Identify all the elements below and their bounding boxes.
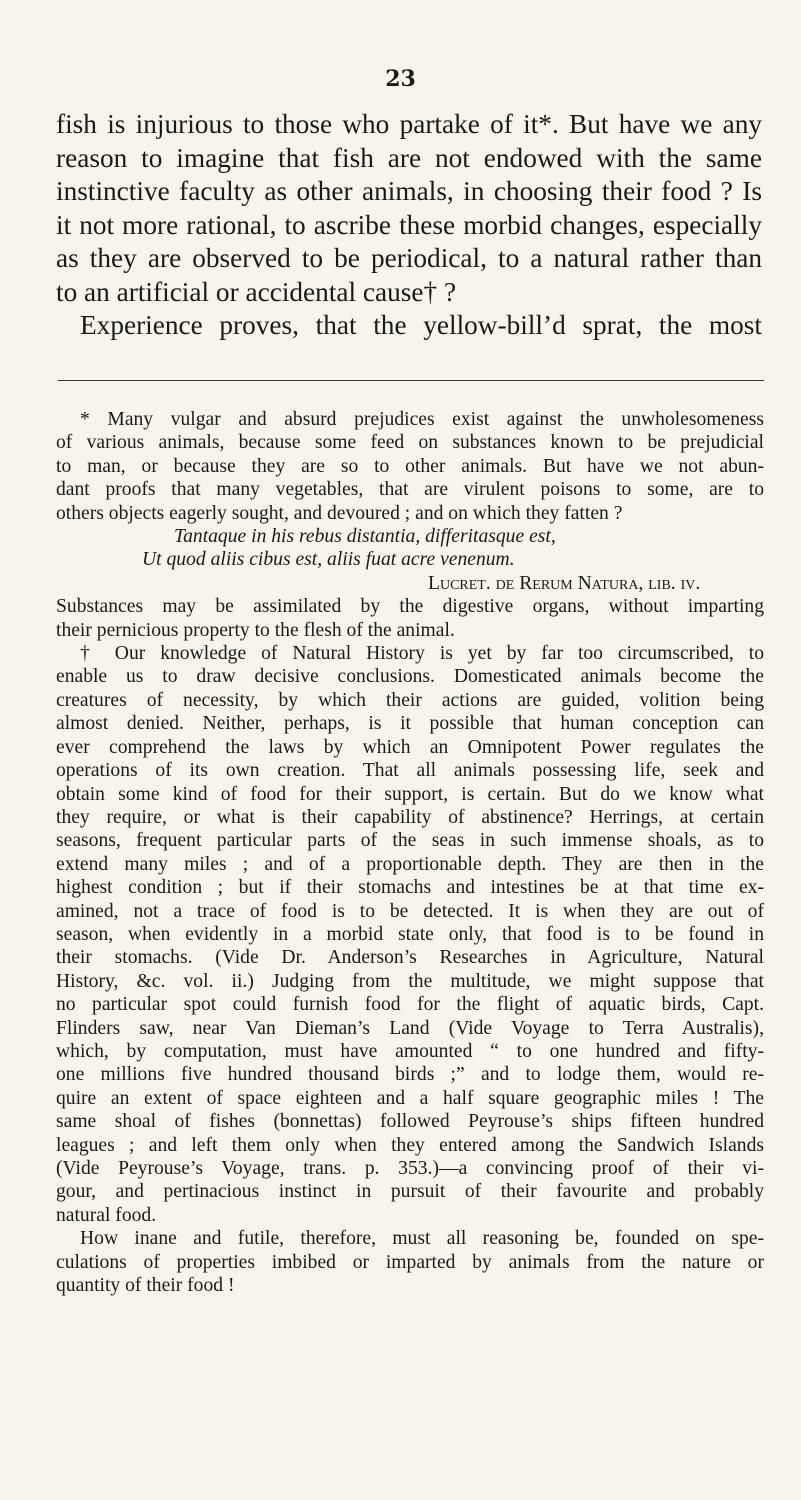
footnote-line: which, by computation, must have amounted “ to one hundred and fifty- [56,1040,764,1062]
text-line: fish is injurious to those who partake of it*. But have we any [56,109,762,139]
text-line: to an artificial or accidental cause† ? [56,276,457,307]
footnote-line: natural food. [56,1204,157,1226]
footnote-line: almost denied. Neither, perhaps, is it possible that human conception can [56,713,764,735]
footnote-line: leagues ; and left them only when they entered among the Sandwich Islands [56,1134,764,1156]
verse-line: Ut quod aliis cibus est, aliis fuat acre venenum. [142,549,515,571]
main-text [56,108,762,343]
footnote-line: seasons, frequent particular parts of the seas in such immense shoals, as to [56,830,764,852]
footnote-line: their pernicious property to the flesh of the animal. [56,619,455,641]
footnote-line: their stomachs. (Vide Dr. Anderson’s Researches in Agriculture, Natural [56,947,764,969]
footnote-line: one millions five hundred thousand birds ;” and to lodge them, would re- [56,1064,764,1086]
footnote-line: Substances may be assimilated by the digestive organs, without imparting [56,596,764,618]
footnote-line: amined, not a trace of food is to be detected. It is when they are out of [56,900,764,922]
footnote-line: † Our knowledge of Natural History is yet by far too circumscribed, to [80,643,764,665]
footnote-line: they require, or what is their capability of abstinence? Herrings, at certain [56,806,764,828]
footnote-line: culations of properties imbibed or imparted by animals from the nature or [56,1251,764,1273]
footnote-line: no particular spot could furnish food for the flight of aquatic birds, Capt. [56,994,764,1016]
footnote-line: highest condition ; but if their stomachs and intestines be at that time ex- [56,877,764,899]
text-line: Experience proves, that the yellow-bill’d sprat, the most [80,310,762,340]
footnote-line: How inane and futile, therefore, must all reasoning be, founded on spe- [80,1228,764,1250]
footnote-line: others objects eagerly sought, and devoured ; and on which they fatten ? [56,502,623,524]
footnote-line: gour, and pertinacious instinct in pursuit of their favourite and probably [56,1181,764,1203]
text-line: instinctive faculty as other animals, in choosing their food ? Is [56,176,762,206]
footnote-line: * Many vulgar and absurd prejudices exist against the unwholesomeness [80,409,764,430]
footnote-line: Flinders saw, near Van Dieman’s Land (Vide Voyage to Terra Australis), [56,1017,764,1039]
page-number: 23 [385,66,416,92]
footnote-line: obtain some kind of food for their support, is certain. But do we know what [56,783,764,805]
footnote-line: to man, or because they are so to other animals. But have we not abun- [56,455,764,477]
text-line: it not more rational, to ascribe these morbid changes, especially [56,209,762,240]
verse-citation: Lucret. de Rerum Natura, lib. iv. [428,572,701,594]
footnote-line: quantity of their food ! [56,1275,235,1297]
footnote-line: enable us to draw decisive conclusions. Domesticated animals become the [56,666,764,688]
footnote-line: creatures of necessity, by which their actions are guided, volition being [56,689,764,711]
footnote-line: same shoal of fishes (bonnettas) followed Peyrouse’s ships fifteen hundred [56,1111,764,1133]
footnote-line: (Vide Peyrouse’s Voyage, trans. p. 353.)—a convincing proof of their vi- [56,1158,764,1179]
text-line: reason to imagine that fish are not endowed with the same [56,142,762,173]
footnote-line: extend many miles ; and of a proportionable depth. They are then in the [56,853,764,875]
footnote-line: of various animals, because some feed on substances known to be prejudicial [56,432,764,454]
text-line: as they are observed to be periodical, to a natural rather than [56,243,762,273]
footnote-line: ever comprehend the laws by which an Omnipotent Power regulates the [56,736,764,758]
footnote-line: season, when evidently in a morbid state only, that food is to be found in [56,923,764,945]
footnote-line: operations of its own creation. That all animals possessing life, seek and [56,760,764,782]
footnotes [56,408,764,1297]
footnote-line: dant proofs that many vegetables, that are virulent poisons to some, are to [56,479,764,501]
footnote-line: quire an extent of space eighteen and a half square geographic miles ! The [56,1087,764,1109]
verse-line: Tantaque in his rebus distantia, differitasque est, [174,526,556,548]
footnote-divider [58,380,764,381]
footnote-line: History, &c. vol. ii.) Judging from the multitude, we might suppose that [56,970,764,992]
